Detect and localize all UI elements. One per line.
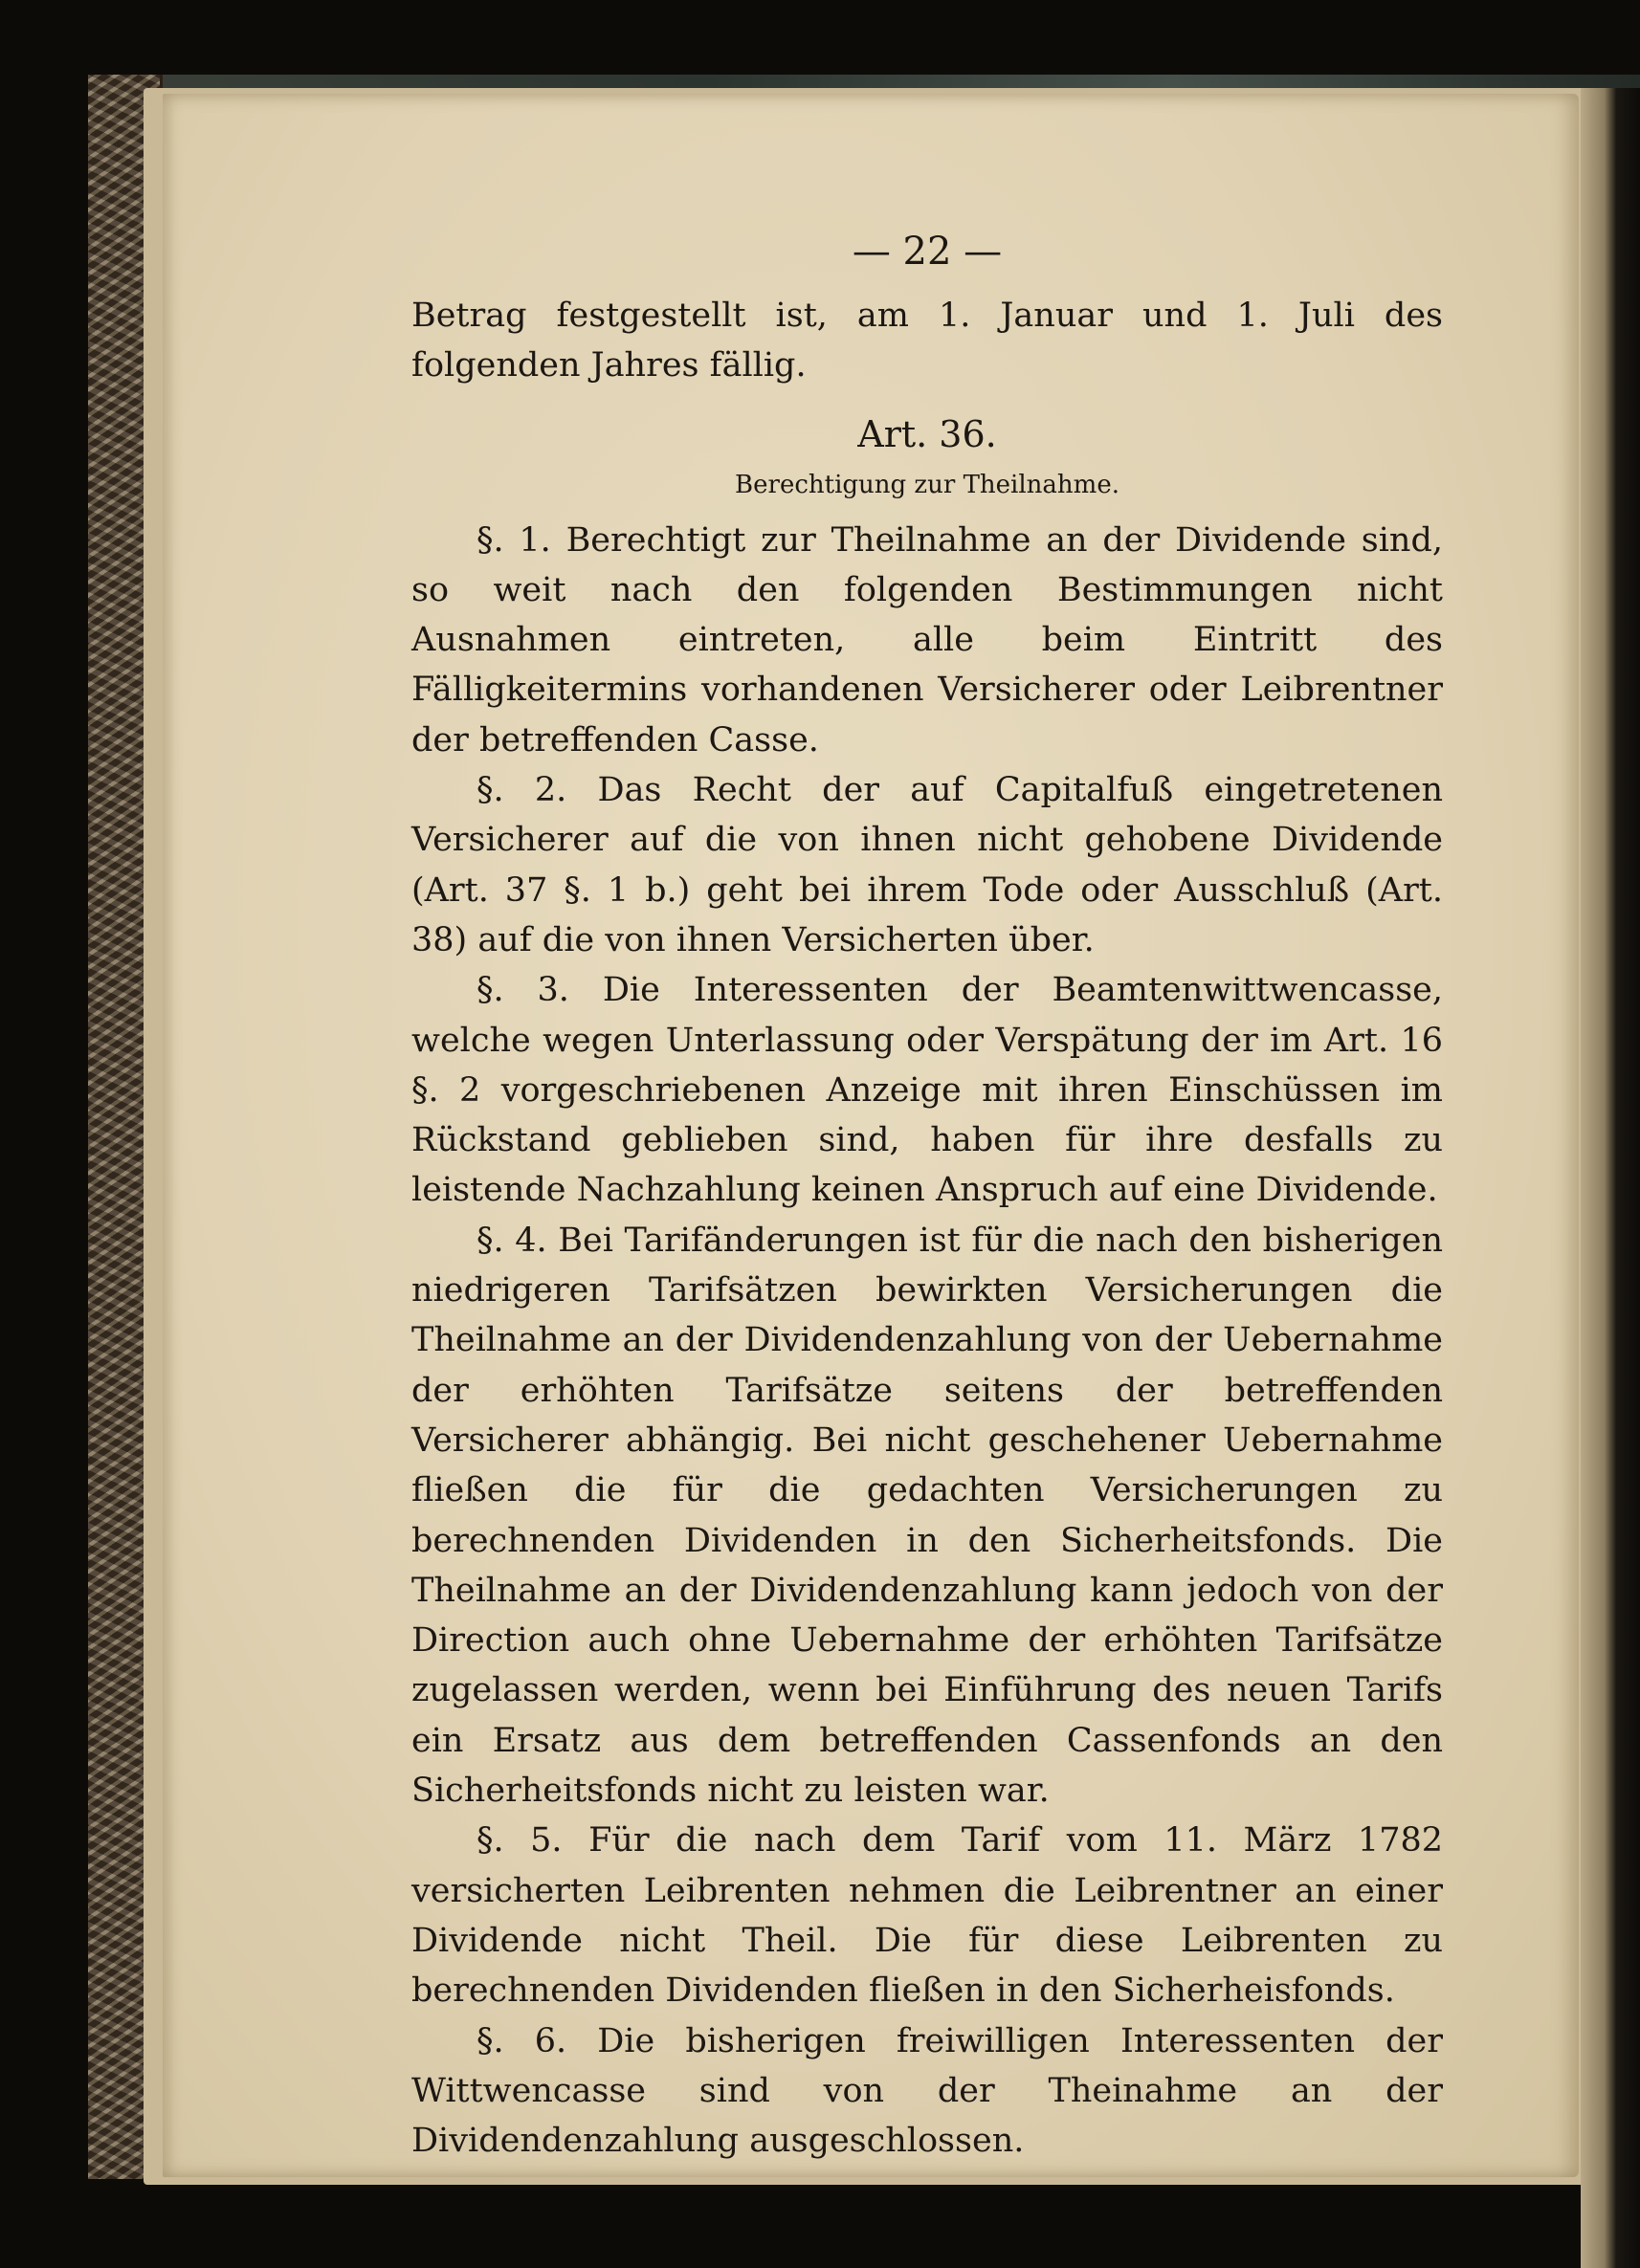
section-2-paragraph: §. 2. Das Recht der auf Capitalfuß eingetretenen Versicherer auf die von ihnen nicht gehobene Dividende (Art. 37 §. 1 b.) geht bei ihrem Tode oder Ausschluß (Art. 38) auf die von ihnen Versicherten über. [411, 771, 1443, 959]
page-text-block [411, 218, 1443, 2166]
section-4-paragraph: §. 4. Bei Tarifänderungen ist für die nach den bisherigen niedrigeren Tarifsätzen bewirkten Versicherungen die Theilnahme an der Dividendenzahlung von der Uebernahme der erhöhten Tarifsätze seitens der betreffenden Versicherer abhängig. Bei nicht geschehener Uebernahme fließen die für die gedachten Versicherungen zu berechnenden Dividenden in den Sicherheitsfonds. Die Theilnahme an der Dividendenzahlung kann jedoch von der Direction auch ohne Uebernahme der erhöhten Tarifsätze zugelassen werden, wenn bei Einführung des neuen Tarifs ein Ersatz aus dem betreffenden Cassenfonds an den Sicherheitsfonds nicht zu leisten war. [411, 1221, 1443, 1811]
book-right-edge [1581, 88, 1640, 2268]
article-subheading: Berechtigung zur Theilnahme. [735, 470, 1119, 499]
section-5-paragraph: §. 5. Für die nach dem Tarif vom 11. März 1782 versicherten Leibrenten nehmen die Leibrentner an einer Dividende nicht Theil. Die für diese Leibrenten zu berechnenden Dividenden fließen in den Sicherheisfonds. [411, 1821, 1443, 2011]
section-6-paragraph: §. 6. Die bisherigen freiwilligen Interessenten der Wittwencasse sind von der Theinahme an der Dividendenzahlung ausgeschlossen. [411, 2021, 1443, 2161]
page-number: — 22 — [852, 230, 1003, 274]
section-3-paragraph: §. 3. Die Interessenten der Beamtenwittwencasse, welche wegen Unterlassung oder Verspätung der im Art. 16 §. 2 vorgeschriebenen Anzeige mit ihren Einschüssen im Rückstand geblieben sind, haben für ihre desfalls zu leistende Nachzahlung keinen Anspruch auf eine Dividende. [411, 971, 1443, 1210]
section-1-paragraph: §. 1. Berechtigt zur Theilnahme an der Dividende sind, so weit nach den folgenden Bestimmungen nicht Ausnahmen eintreten, alle beim Eintritt des Fälligkeitermins vorhandenen Versicherer oder Leibrentner der betreffenden Casse. [411, 520, 1443, 760]
article-heading: Art. 36. [857, 412, 997, 455]
opening-paragraph: Betrag festgestellt ist, am 1. Januar und 1. Juli des folgenden Jahres fällig. [411, 297, 1443, 385]
